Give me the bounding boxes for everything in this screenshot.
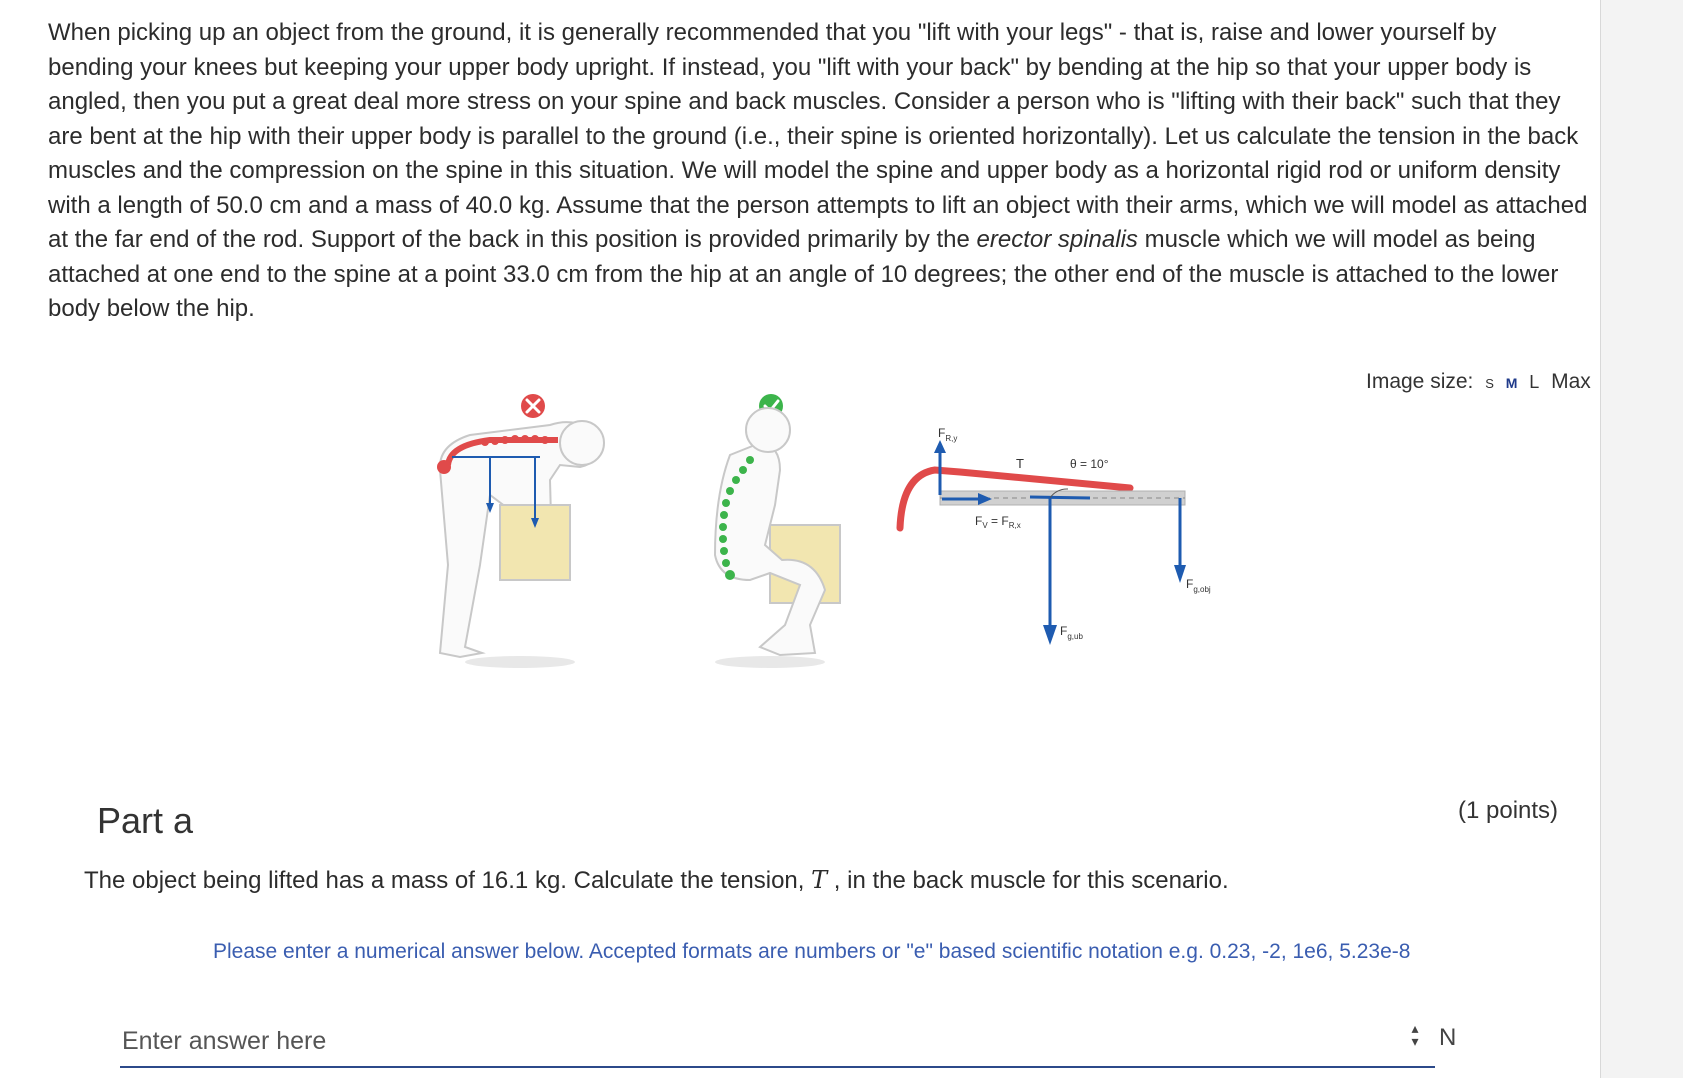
fgobj-sub-label: g,obj xyxy=(1193,585,1211,594)
x-circle-icon xyxy=(521,394,545,418)
problem-statement xyxy=(48,16,1588,327)
svg-text:FR,y xyxy=(938,426,957,443)
fry-sub-label: R,y xyxy=(945,434,958,443)
image-size-max-option[interactable]: Max xyxy=(1551,370,1591,393)
svg-text:Fg,ub xyxy=(1060,624,1083,641)
intro-text-1: When picking up an object from the ground, it is generally recommended that you "lift with your legs" - that is, raise and lower yourself by bending your knees but keeping your upper body upright. If instead, you "lift with your back" by bending at the hip so that your upper body is angled, then you put a great deal more stress on your spine and back muscles. Consider a person who is "lifting with their back" such that they are bent at the hip with their upper body is parallel to the ground (i.e., their spine is oriented horizontally). Let us calculate the tension in the back muscles and the compression on the spine in this situation. We will model the spine and upper body as a horizontal rigid rod or uniform density with a length of 50.0 cm and a mass of 40.0 kg. Assume that the person attempts to lift an object with their arms, which we will model as attached at the far end of the rod. Support of the back in this position is provided primarily by the xyxy=(48,19,1588,253)
fv-label: F xyxy=(975,514,983,528)
squat-figure xyxy=(715,408,840,668)
answer-unit: N xyxy=(1439,1024,1457,1051)
image-size-m-option[interactable]: M xyxy=(1505,375,1518,391)
bent-back-figure xyxy=(437,421,604,668)
image-size-label: Image size: xyxy=(1366,370,1474,393)
fv-eq-label: = F xyxy=(987,514,1009,528)
question-text xyxy=(84,866,1229,895)
image-size-selector xyxy=(1366,370,1591,394)
answer-field-wrapper xyxy=(120,1018,1435,1068)
part-title: Part a xyxy=(97,800,194,841)
points-label: (1 points) xyxy=(1458,797,1559,824)
svg-text:FV = FR,x xyxy=(975,514,1021,530)
fgobj-label: F xyxy=(1186,577,1194,591)
theta-label: θ = 10° xyxy=(1070,457,1109,471)
problem-figure xyxy=(430,385,1230,685)
fry-label: F xyxy=(938,426,946,440)
figure-svg xyxy=(430,385,1230,685)
fv-sub-label: V xyxy=(982,521,988,530)
svg-text:Fg,obj xyxy=(1186,577,1211,594)
fgub-label: F xyxy=(1060,624,1068,638)
fgub-sub-label: g,ub xyxy=(1067,632,1083,641)
number-stepper-icon[interactable]: ▴ ▾ xyxy=(1411,1020,1419,1049)
question-text-post: , in the back muscle for this scenario. xyxy=(827,867,1229,894)
frx-sub-label: R,x xyxy=(1008,521,1021,530)
answer-instruction: Please enter a numerical answer below. Accepted formats are numbers or "e" based scientific notation e.g. 0.23, -2, 1e6, 5.23e-8 xyxy=(213,940,1411,963)
answer-input[interactable] xyxy=(120,1020,1384,1062)
image-size-l-option[interactable]: L xyxy=(1529,372,1540,392)
question-variable: T xyxy=(811,866,828,894)
free-body-diagram xyxy=(900,426,1211,645)
image-size-s-option[interactable]: S xyxy=(1485,376,1494,391)
tension-label: T xyxy=(1016,456,1024,471)
intro-text-2: muscle which we will model as being attached at one end to the spine at a point 33.0 cm from the hip at an angle of 10 degrees; the other end of the muscle is attached to the lower body below the hip. xyxy=(48,226,1559,322)
intro-italic-muscle: erector spinalis xyxy=(976,226,1138,253)
question-text-pre: The object being lifted has a mass of 16.1 kg. Calculate the tension, xyxy=(84,867,812,894)
